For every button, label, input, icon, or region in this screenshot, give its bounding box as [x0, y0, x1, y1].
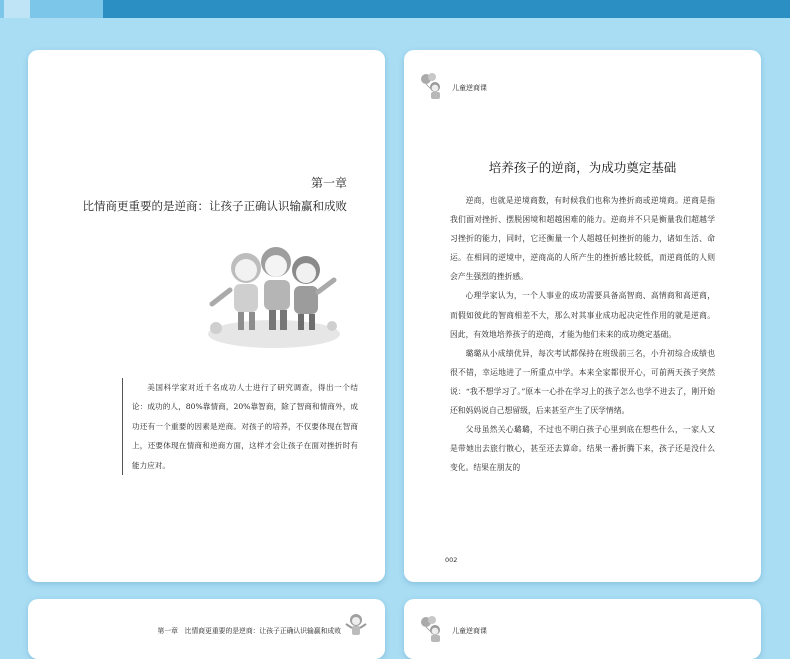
body-text: [450, 191, 715, 477]
toolbar-tab-highlight: [4, 0, 30, 18]
book-page-next-right: [404, 599, 761, 659]
book-page-chapter-opener: [28, 50, 385, 582]
chapter-title: 比情商更重要的是逆商：让孩子正确认识输赢和成败: [82, 199, 347, 213]
top-toolbar: [0, 0, 790, 18]
paragraph: 父母虽然关心璐璐，不过也不明白孩子心里到底在想些什么，一家人又是带她出去旅行散心，甚至还去算命。结果一番折腾下来，孩子还是没什么变化。结果在朋友的: [450, 425, 715, 473]
book-page-next-left: [28, 599, 385, 659]
chapter-quote: [122, 378, 358, 475]
paragraph: 璐璐从小成绩优异，每次考试都保持在班级前三名，小升初综合成绩也很不错，幸运地进了一所重点中学。本来全家都很开心，可前两天孩子突然说：“我不想学习了。”原本一心扑在学习上的孩子怎么也学不进去了，刚开始还和妈妈说自己想留级，后来甚至产生了厌学情绪。: [450, 348, 715, 416]
chapter-quote-text: 美国科学家对近千名成功人士进行了研究调查，得出一个结论：成功的人，80%靠情商，20%靠智商，除了智商和情商外，成功还有一个重要的因素是逆商。对孩子的培养，不仅要体现在智商上，还要体现在情商和逆商方面，这样才会让孩子在面对挫折时有能力应对。: [132, 383, 358, 470]
running-header-title: 儿童逆商课: [452, 627, 487, 635]
three-children-illustration: [194, 234, 344, 350]
section-title: 培养孩子的逆商，为成功奠定基础: [488, 160, 677, 175]
page-number: 002: [445, 556, 458, 564]
balloon-girl-icon: [418, 615, 446, 643]
paragraph: 逆商，也就是逆境商数，有时候我们也称为挫折商或逆境商。逆商是指我们面对挫折、摆脱困境和超越困难的能力。逆商并不只是衡量我们超越学习挫折的能力，同时，它还衡量一个人超越任何挫折的能力，诸如生活、命运。在相同的逆境中，逆商高的人所产生的挫折感比较低，而逆商低的人则会产生强烈的挫折感。: [450, 196, 715, 282]
chapter-number: 第一章: [310, 176, 347, 190]
book-page-body: [404, 50, 761, 582]
running-header-title: 儿童逆商课: [452, 84, 487, 92]
balloon-girl-icon: [418, 72, 446, 100]
paragraph: 心理学家认为，一个人事业的成功需要具备高智商、高情商和高逆商，而假如彼此的智商相差不大，那么对其事业成功起决定性作用的就是逆商。因此，有效地培养孩子的逆商，才能为他们未来的成功奠定基础。: [450, 291, 715, 339]
dancing-kid-icon: [343, 612, 369, 640]
running-header-title: 第一章 比情商更重要的是逆商：让孩子正确认识输赢和成败: [157, 627, 341, 635]
toolbar-tab[interactable]: [0, 0, 103, 18]
